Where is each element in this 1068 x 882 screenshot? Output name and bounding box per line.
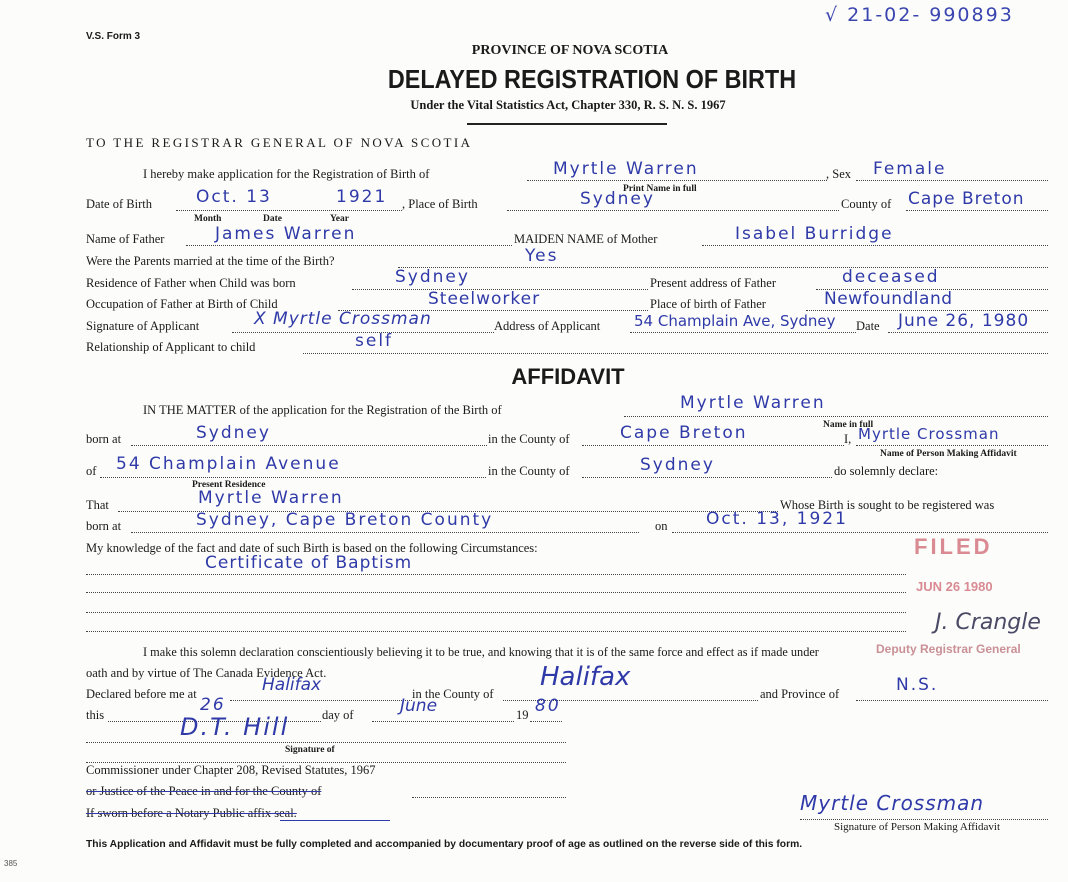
declaration-line-1: I make this solemn declaration conscientiously believing it to be true, and knowing that it is of the same force and effect as if made under bbox=[143, 645, 819, 659]
residence-label: Residence of Father when Child was born bbox=[86, 276, 296, 290]
mother-label: MAIDEN NAME of Mother bbox=[514, 232, 658, 246]
married-label: Were the Parents married at the time of the Birth? bbox=[86, 254, 335, 268]
form-number: V.S. Form 3 bbox=[86, 31, 141, 42]
year-value: 80 bbox=[535, 696, 561, 716]
province-line bbox=[856, 700, 1048, 701]
day-of-label: day of bbox=[322, 708, 354, 722]
occupation-label: Occupation of Father at Birth of Child bbox=[86, 297, 278, 311]
intro-label: I hereby make application for the Registration of Birth of bbox=[143, 167, 430, 181]
signature-of-hint: Signature of bbox=[285, 745, 335, 755]
month-line bbox=[372, 721, 514, 722]
declared-line bbox=[230, 700, 412, 701]
relationship-label: Relationship of Applicant to child bbox=[86, 340, 256, 354]
month-hint: Month bbox=[194, 214, 222, 224]
of-line bbox=[100, 477, 486, 478]
name-line bbox=[527, 180, 827, 181]
footer-code: 385 bbox=[4, 859, 18, 868]
relationship-value: self bbox=[355, 331, 394, 351]
in-county-label: in the County of bbox=[488, 432, 570, 446]
solemnly-label: do solemnly declare: bbox=[834, 464, 939, 478]
born-at2-value: Sydney, Cape Breton County bbox=[196, 510, 494, 530]
declaration-line-2: oath and by virtue of The Canada Evidence Act. bbox=[86, 666, 327, 680]
circumstance-line-4 bbox=[86, 631, 906, 632]
dob-label: Date of Birth bbox=[86, 197, 152, 211]
person-line bbox=[856, 445, 1048, 446]
residence-value: Sydney bbox=[395, 267, 470, 287]
matter-line bbox=[624, 416, 1048, 417]
print-name-hint: Print Name in full bbox=[623, 184, 697, 194]
this-label: this bbox=[86, 708, 105, 722]
declared-label: Declared before me at bbox=[86, 687, 197, 701]
title-rule bbox=[467, 123, 667, 125]
place-value: Sydney bbox=[580, 189, 655, 209]
sex-value: Female bbox=[873, 159, 947, 179]
dob-year-value: 1921 bbox=[336, 187, 388, 207]
in-county-line bbox=[582, 445, 844, 446]
relationship-line bbox=[303, 353, 1048, 354]
father-birthplace-value: Newfoundland bbox=[824, 289, 953, 309]
married-line bbox=[398, 267, 1048, 268]
sex-label: , Sex bbox=[826, 167, 851, 181]
born-at2-line bbox=[131, 532, 639, 533]
date-hint: Date bbox=[263, 214, 282, 224]
name-full-hint: Name in full bbox=[823, 420, 874, 430]
i-label: I, bbox=[844, 432, 852, 446]
born-at-value: Sydney bbox=[196, 423, 271, 443]
father-label: Name of Father bbox=[86, 232, 165, 246]
whose-label: Whose Birth is sought to be registered was bbox=[780, 498, 995, 512]
person-signature: Myrtle Crossman bbox=[800, 791, 985, 815]
that-value: Myrtle Warren bbox=[198, 488, 344, 508]
applicant-addr-line bbox=[630, 332, 856, 333]
notary-label bbox=[86, 806, 297, 820]
county3-label: in the County of bbox=[412, 687, 494, 701]
on-label: on bbox=[655, 519, 668, 533]
person-value: Myrtle Crossman bbox=[858, 425, 1000, 443]
footer-notice: This Application and Affidavit must be fully completed and accompanied by documentary proof of age as outlined on the reverse side of this form. bbox=[86, 839, 803, 850]
on-value: Oct. 13, 1921 bbox=[706, 509, 848, 529]
name-value: Myrtle Warren bbox=[553, 159, 699, 179]
in-county2-value: Sydney bbox=[640, 455, 715, 475]
filed-date-stamp: JUN 26 1980 bbox=[916, 579, 993, 594]
year-prefix: 19 bbox=[516, 708, 529, 722]
sex-line bbox=[856, 180, 1048, 181]
of-label: of bbox=[86, 464, 97, 478]
applicant-signature: X Myrtle Crossman bbox=[254, 309, 432, 329]
province-value: N.S. bbox=[896, 675, 939, 695]
born-at-line bbox=[131, 445, 487, 446]
in-county2-line bbox=[582, 477, 832, 478]
that-label: That bbox=[86, 498, 109, 512]
present-addr-label: Present address of Father bbox=[650, 276, 777, 290]
born-at-label: born at bbox=[86, 432, 122, 446]
born-at2-label: born at bbox=[86, 519, 122, 533]
place-label: , Place of Birth bbox=[402, 197, 478, 211]
father-birthplace-label: Place of birth of Father bbox=[650, 297, 766, 311]
knowledge-label: My knowledge of the fact and date of such Birth is based on the following Circumstances: bbox=[86, 541, 538, 555]
form-title: DELAYED REGISTRATION OF BIRTH bbox=[387, 64, 797, 94]
place-line bbox=[507, 210, 839, 211]
father-value: James Warren bbox=[215, 224, 357, 244]
occupation-value: Steelworker bbox=[428, 289, 541, 309]
circumstance-line-3 bbox=[86, 612, 906, 613]
date-label: Date bbox=[856, 319, 880, 333]
dob-month-value: Oct. 13 bbox=[196, 187, 272, 207]
declared-place-value: Halifax bbox=[262, 675, 322, 695]
province-label: and Province of bbox=[760, 687, 840, 701]
province-heading: PROVINCE OF NOVA SCOTIA bbox=[471, 43, 669, 58]
circumstance-line-1 bbox=[86, 574, 906, 575]
mother-value: Isabel Burridge bbox=[735, 224, 894, 244]
dob-line bbox=[176, 210, 402, 211]
file-number: √ 21-02- 990893 bbox=[825, 4, 1014, 26]
registrar-signature: J. Crangle bbox=[935, 610, 1041, 635]
this-day-value: 26 bbox=[200, 695, 226, 715]
mother-line bbox=[702, 245, 1048, 246]
applicant-addr-label: Address of Applicant bbox=[494, 319, 601, 333]
date-value: June 26, 1980 bbox=[898, 311, 1030, 331]
matter-value: Myrtle Warren bbox=[680, 393, 826, 413]
affidavit-heading: AFFIDAVIT bbox=[511, 364, 625, 389]
circumstance-value: Certificate of Baptism bbox=[205, 553, 413, 573]
circumstance-line-2 bbox=[86, 592, 906, 593]
county-line bbox=[906, 210, 1048, 211]
county-label: County of bbox=[841, 197, 892, 211]
justice-label bbox=[86, 784, 321, 798]
applicant-addr-value: 54 Champlain Ave, Sydney bbox=[634, 312, 836, 330]
signature-label: Signature of Applicant bbox=[86, 319, 200, 333]
of-value: 54 Champlain Avenue bbox=[116, 454, 341, 474]
notary-text: If sworn before a Notary Public affix seal. bbox=[86, 806, 297, 820]
month-value: June bbox=[400, 696, 438, 716]
county3-value: Halifax bbox=[540, 662, 631, 692]
registrar-address: TO THE REGISTRAR GENERAL OF NOVA SCOTIA bbox=[86, 135, 473, 150]
father-line bbox=[186, 245, 512, 246]
filed-stamp: FILED bbox=[914, 534, 993, 559]
on-line bbox=[672, 532, 1048, 533]
year-hint: Year bbox=[330, 214, 349, 224]
matter-label: IN THE MATTER of the application for the Registration of the Birth of bbox=[143, 403, 502, 417]
commissioner-label: Commissioner under Chapter 208, Revised Statutes, 1967 bbox=[86, 763, 376, 777]
in-county-value: Cape Breton bbox=[620, 423, 748, 443]
notary-strike-mark bbox=[280, 820, 390, 821]
person-hint: Name of Person Making Affidavit bbox=[880, 449, 1017, 459]
date-line bbox=[888, 332, 1048, 333]
residence-hint: Present Residence bbox=[192, 480, 266, 490]
form-subtitle: Under the Vital Statistics Act, Chapter 330, R. S. N. S. 1967 bbox=[410, 98, 726, 112]
person-sig-hint: Signature of Person Making Affidavit bbox=[834, 821, 1000, 833]
in-county2-label: in the County of bbox=[488, 464, 570, 478]
commissioner-signature: D.T. Hill bbox=[180, 713, 290, 741]
justice-line bbox=[412, 797, 566, 798]
county-value: Cape Breton bbox=[908, 189, 1025, 209]
registrar-title: Deputy Registrar General bbox=[876, 642, 1021, 656]
justice-text: or Justice of the Peace in and for the County of bbox=[86, 784, 322, 798]
year-line bbox=[530, 721, 562, 722]
married-value: Yes bbox=[525, 246, 559, 266]
present-addr-value: deceased bbox=[842, 267, 940, 287]
